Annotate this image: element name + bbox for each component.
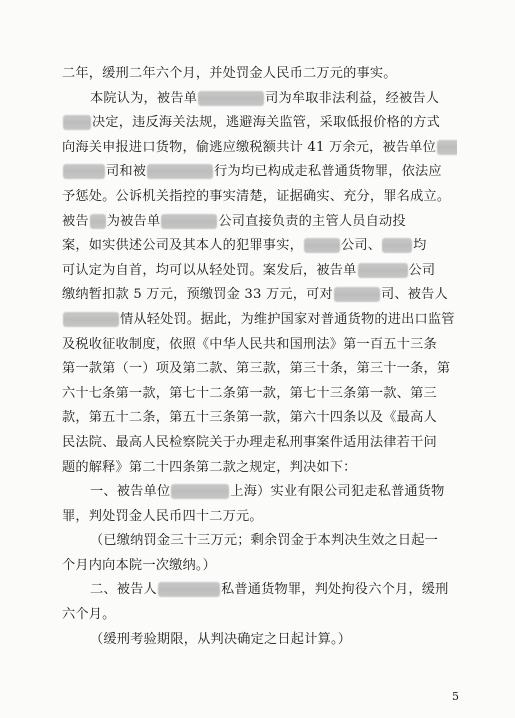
redaction-block — [63, 164, 105, 179]
text-segment: 予惩处。公诉机关指控的事实清楚，证据确实、充分，罪名成立。 — [62, 188, 451, 204]
text-line — [62, 283, 457, 308]
text-line — [62, 111, 457, 136]
text-line — [62, 603, 457, 628]
text-line — [62, 62, 457, 87]
redaction-block — [171, 484, 229, 499]
redaction-block — [437, 140, 457, 155]
text-line — [62, 505, 457, 530]
text-line — [62, 578, 457, 603]
text-segment: 二、被告人 — [90, 582, 157, 598]
text-segment: 二年，缓刑二年六个月，并处罚金人民币二万元的事实。 — [62, 66, 397, 81]
redaction-block — [147, 164, 213, 179]
text-segment: 行为均已构成走私普通货物罪，依法应 — [214, 164, 442, 180]
text-segment: 款，第五十二条，第五十三条第一款，第六十四条以及《最高人 — [62, 410, 437, 426]
text-segment: （已缴纳罚金三十三万元；剩余罚金于本判决生效之日起一 — [90, 533, 439, 549]
text-segment: （缓刑考验期限，从判决确定之日起计算。） — [90, 631, 352, 647]
redaction-block — [334, 287, 380, 302]
text-segment: 上海）实业有限公司犯走私普通货物 — [230, 484, 445, 500]
text-segment: 及税收征收制度，依照《中华人民共和国刑法》第一百五十三条 — [62, 336, 437, 352]
text-segment: 六十七条第一款，第七十二条第一款，第七十三条第一款、第三 — [62, 385, 437, 401]
text-line — [62, 456, 457, 481]
text-segment: 司、被告人 — [380, 287, 448, 303]
text-segment: 民法院、最高人民检察院关于办理走私刑事案件适用法律若干问 — [62, 434, 437, 450]
text-line — [62, 628, 457, 653]
text-segment: 第一款第（一）项及第二款、第三款，第三十条，第三十一条，第 — [62, 361, 451, 377]
redaction-block — [358, 263, 408, 278]
text-line — [62, 333, 457, 358]
text-segment: 六个月。 — [62, 607, 116, 623]
text-line — [62, 259, 457, 284]
text-segment: 决定，违反海关法规，逃避海关监管，采取低报价格的方式 — [92, 115, 441, 131]
text-line — [62, 160, 457, 185]
text-line — [62, 234, 457, 259]
text-line — [62, 382, 457, 407]
text-line — [62, 406, 457, 431]
text-segment: 个月内向本院一次缴纳。） — [62, 557, 217, 573]
text-line — [62, 480, 457, 505]
text-segment: 司和被 — [106, 164, 147, 180]
text-line — [62, 185, 457, 210]
redaction-block — [158, 582, 220, 597]
text-line — [62, 357, 457, 382]
text-segment: 一、被告单位 — [90, 484, 171, 500]
redaction-block — [304, 238, 340, 253]
text-segment: 案，如实供述公司及其本人的犯罪事实， — [62, 238, 303, 254]
text-line — [62, 87, 457, 112]
text-line — [62, 136, 457, 161]
text-segment: 私普通货物罪，判处拘役六个月，缓刑 — [220, 582, 449, 598]
text-segment: 司为牟取非法利益，经被告人 — [265, 90, 440, 106]
text-line — [62, 554, 457, 579]
redaction-block — [90, 214, 106, 229]
text-segment: 公司 — [408, 262, 436, 278]
text-segment: 被告 — [62, 213, 89, 229]
text-segment: 均 — [413, 238, 427, 254]
text-segment: 可认定为自首，均可以从轻处罚。案发后，被告单 — [62, 262, 357, 278]
text-line — [62, 431, 457, 456]
text-segment: 公司、 — [340, 238, 382, 254]
text-line — [62, 308, 457, 333]
redaction-block — [63, 312, 119, 327]
redaction-block — [382, 238, 412, 253]
redaction-block — [63, 115, 91, 130]
text-segment: 罪，判处罚金人民币四十二万元。 — [62, 508, 263, 524]
redaction-block — [161, 214, 217, 229]
text-line — [62, 210, 457, 235]
text-segment: 公司直接负责的主管人员自动投 — [218, 213, 406, 229]
text-segment: 题的解释》第二十四条第二款之规定，判决如下： — [62, 459, 357, 475]
text-segment: 本院认为，被告单 — [90, 90, 198, 106]
judgment-body-text — [62, 62, 457, 652]
text-line — [62, 529, 457, 554]
redaction-block — [198, 91, 264, 106]
text-segment: 为被告单 — [106, 213, 161, 229]
text-segment: 缴纳暂扣款 5 万元，预缴罚金 33 万元，可对 — [62, 287, 333, 303]
text-segment: 情从轻处罚。据此，为维护国家对普通货物的进出口监管 — [120, 311, 455, 327]
text-segment: 向海关申报进口货物，偷逃应缴税额共计 41 万余元，被告单位 — [62, 139, 437, 155]
page-number: 5 — [452, 690, 459, 703]
